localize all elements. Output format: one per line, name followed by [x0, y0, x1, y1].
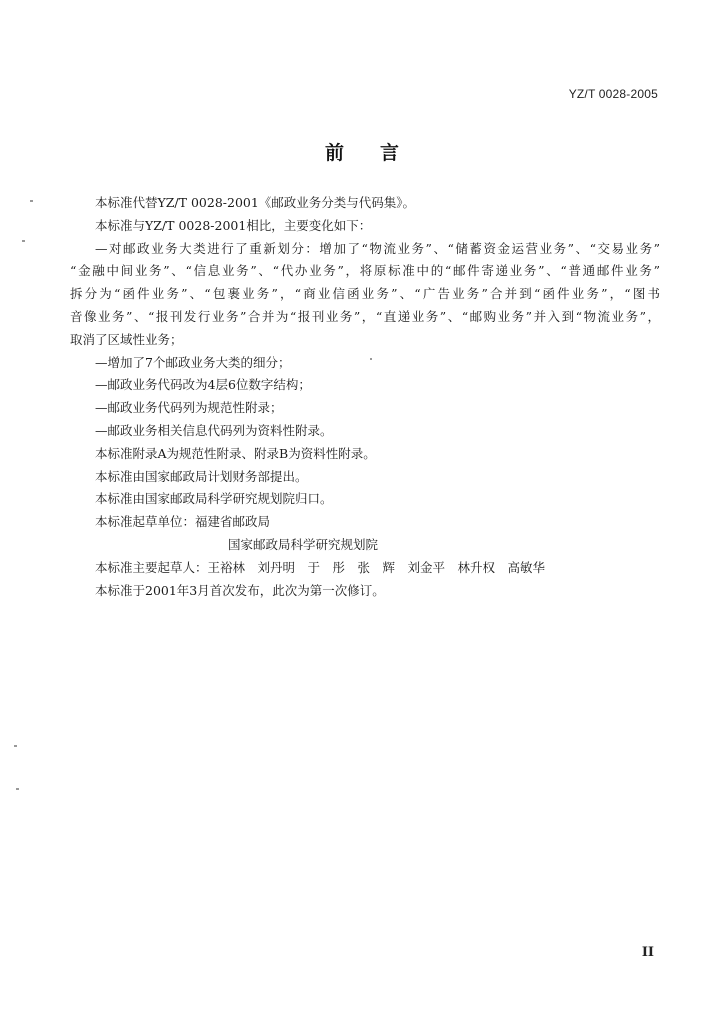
para-first-issued: 本标准于2001年3月首次发布，此次为第一次修订。	[95, 582, 385, 598]
para-proposed-by: 本标准由国家邮政局计划财务部提出。	[95, 468, 308, 484]
para-drafting-units: 本标准起草单位：福建省邮政局	[95, 514, 271, 530]
scan-speck	[14, 745, 17, 747]
para-category-line-3: 拆分为“函件业务”、“包裹业务”，“商业信函业务”、“广告业务”合并到“函件业务”，“图书	[70, 286, 660, 302]
para-appendix-types: 本标准附录A为规范性附录、附录B为资料性附录。	[95, 445, 376, 461]
para-category-line-1: —对邮政业务大类进行了重新划分：增加了“物流业务”、“储蓄资金运营业务”、“交易业务”	[95, 240, 660, 256]
para-subdivision: —增加了7个邮政业务大类的细分；	[95, 354, 291, 370]
para-under-jurisdiction: 本标准由国家邮政局科学研究规划院归口。	[95, 491, 333, 507]
para-drafters: 本标准主要起草人：王裕林 刘丹明 于 彤 张 辉 刘金平 林升权 高敏华	[95, 559, 546, 575]
scan-speck	[22, 240, 25, 242]
para-drafting-unit-2: 国家邮政局科学研究规划院	[228, 536, 379, 552]
standard-code: YZ/T 0028-2005	[568, 87, 658, 101]
para-code-structure: —邮政业务代码改为4层6位数字结构；	[95, 377, 311, 393]
page-title: 前言	[324, 142, 435, 164]
foreword-body	[70, 192, 660, 602]
para-category-line-4: 音像业务”、“报刊发行业务”合并为“报刊业务”，“直递业务”、“邮购业务”并入到“物流业务”，	[70, 308, 660, 324]
para-category-line-5: 取消了区域性业务；	[70, 331, 183, 347]
scan-speck	[370, 358, 372, 360]
scan-speck	[30, 200, 33, 202]
scan-speck	[16, 788, 19, 790]
para-normative-appendix: —邮政业务代码列为规范性附录；	[95, 400, 283, 416]
para-informative-appendix: —邮政业务相关信息代码列为资料性附录。	[95, 422, 333, 438]
para-category-line-2: “金融中间业务”、“信息业务”、“代办业务”，将原标准中的“邮件寄递业务”、“普通邮件业务”	[70, 263, 660, 279]
para-changes-intro: 本标准与YZ/T 0028-2001相比，主要变化如下：	[95, 217, 372, 233]
para-category-changes	[70, 238, 660, 352]
page-number: II	[641, 945, 654, 960]
para-replaces: 本标准代替YZ/T 0028-2001《邮政业务分类与代码集》。	[95, 195, 416, 210]
